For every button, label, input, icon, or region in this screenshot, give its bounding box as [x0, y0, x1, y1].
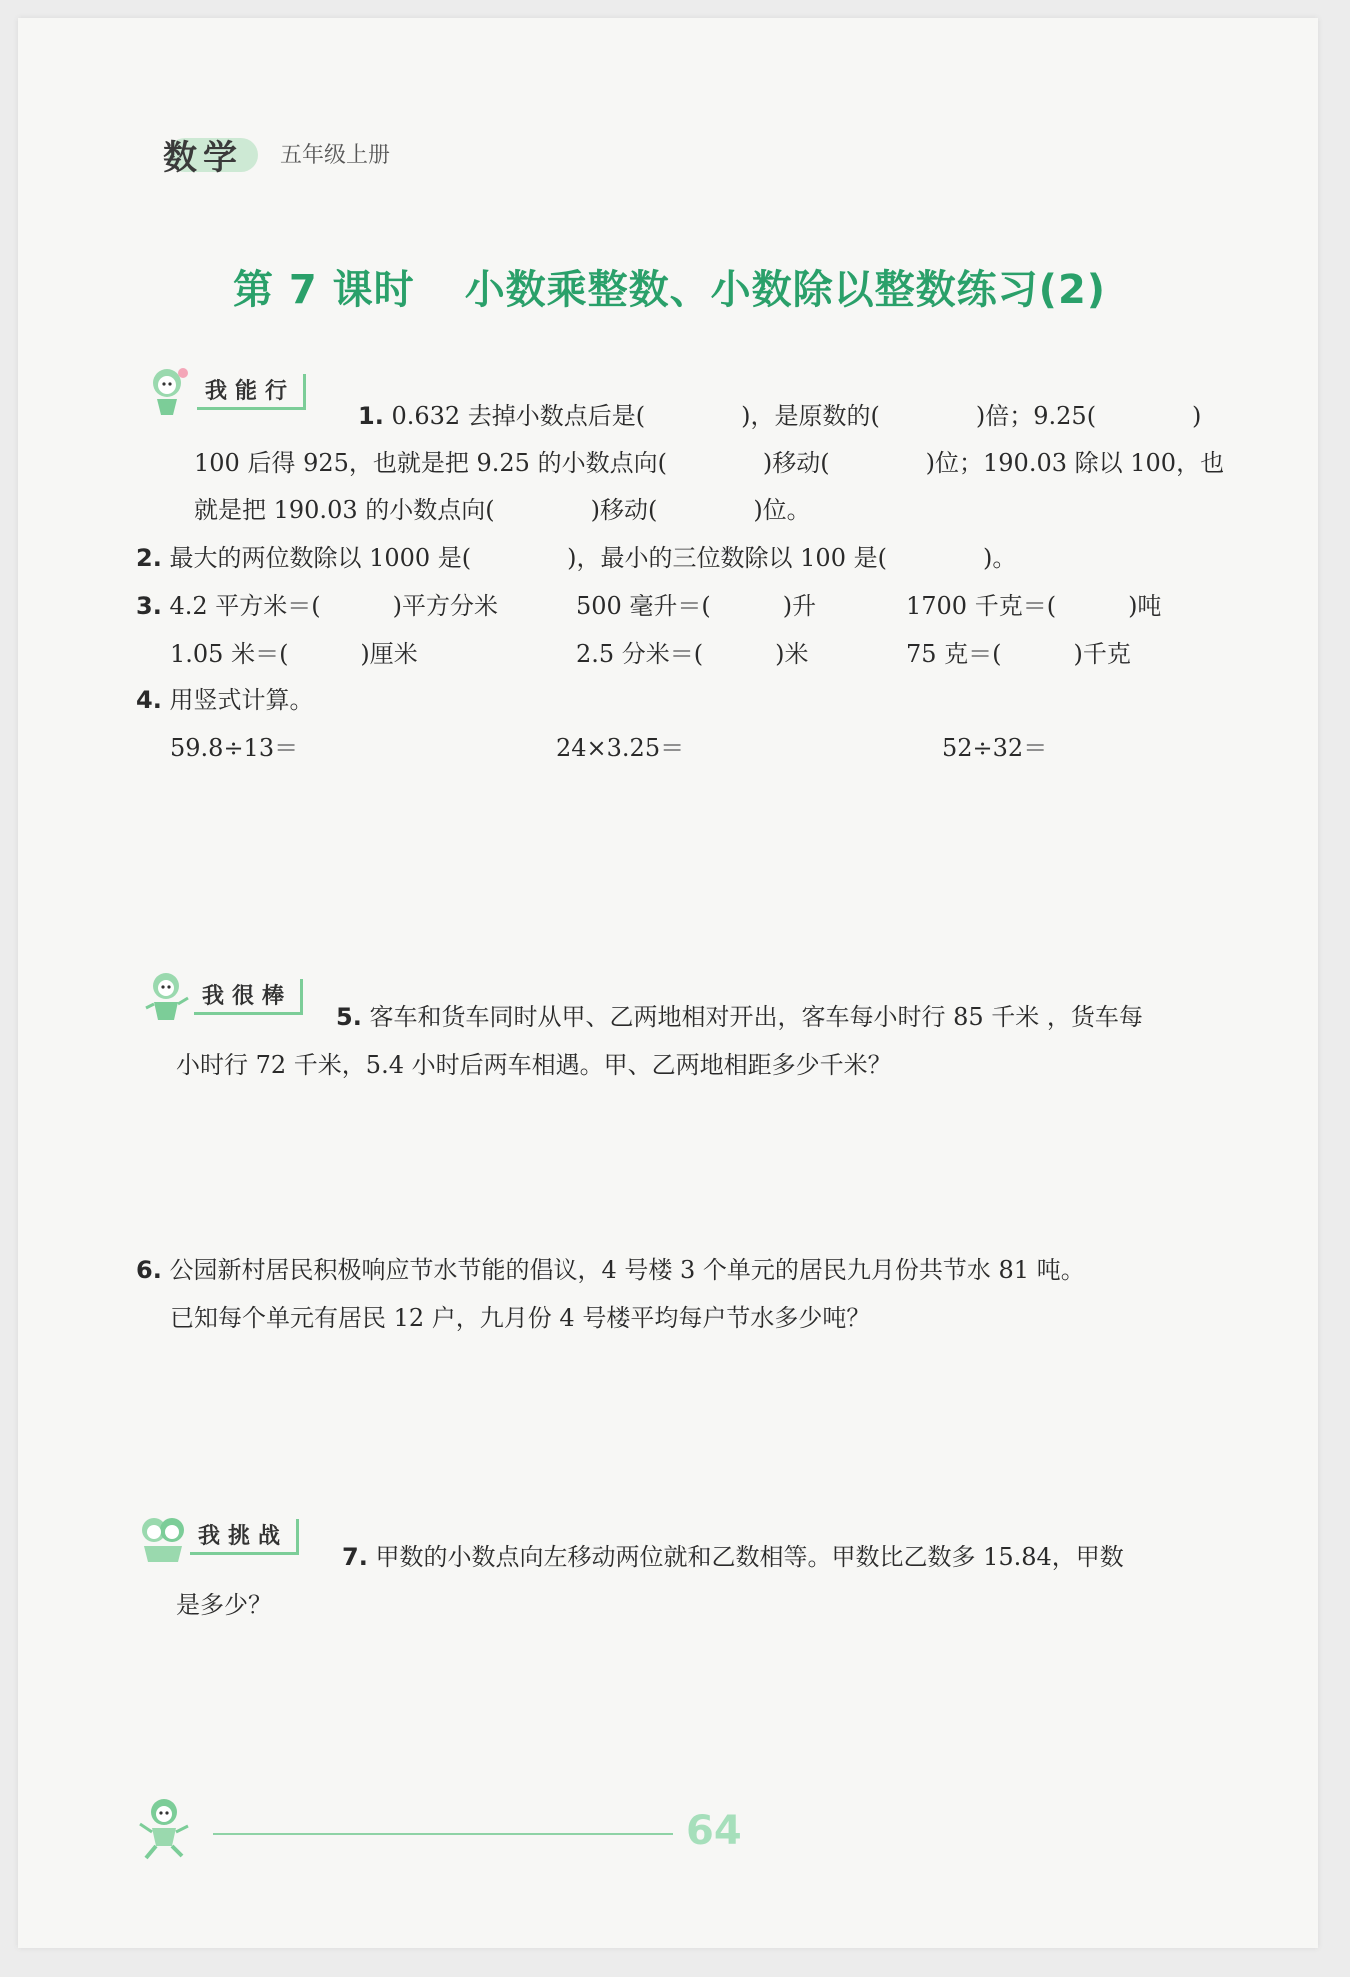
header-subject: 数学 — [163, 138, 243, 178]
question-number: 1. — [358, 402, 384, 430]
question-number: 4. — [136, 686, 162, 714]
header-grade: 五年级上册 — [280, 143, 391, 168]
mascot-girl-icon — [143, 363, 197, 421]
lesson-number: 第 7 课时 — [233, 267, 415, 313]
lesson-name: 小数乘整数、小数除以整数练习(2) — [464, 267, 1107, 313]
question-text: 公园新村居民积极响应节水节能的倡议，4 号楼 3 个单元的居民九月份共节水 81 吨。 — [169, 1256, 1085, 1284]
question-1-line-2: 100 后得 925，也就是把 9.25 的小数点向( )移动( )位；190.03 除以 100，也 — [194, 449, 1225, 477]
question-number: 2. — [136, 544, 162, 572]
calc-expression: 59.8÷13＝ — [170, 734, 299, 762]
question-text: 甲数的小数点向左移动两位就和乙数相等。甲数比乙数多 15.84，甲数 — [375, 1543, 1124, 1571]
page-number: 64 — [686, 1808, 742, 1854]
mascot-runner-icon — [130, 1794, 200, 1864]
section-badge-3 — [136, 1508, 299, 1566]
question-5-line-1 — [336, 1005, 1143, 1029]
question-4 — [136, 688, 313, 712]
question-7-line-1 — [342, 1545, 1124, 1569]
question-number: 6. — [136, 1256, 162, 1284]
section-badge-2 — [140, 968, 303, 1026]
conversion-item: 500 毫升＝( )升 — [576, 592, 817, 620]
mascot-pair-icon — [136, 1508, 190, 1566]
question-text: 0.632 去掉小数点后是( )，是原数的( )倍；9.25( ) — [391, 402, 1202, 430]
question-text: 用竖式计算。 — [169, 686, 314, 714]
question-6-line-2: 已知每个单元有居民 12 户，九月份 4 号楼平均每户节水多少吨？ — [170, 1304, 871, 1332]
question-1-line-1 — [358, 404, 1201, 428]
conversion-item: 75 克＝( )千克 — [906, 640, 1131, 668]
section-label: 我挑战 — [190, 1519, 299, 1555]
question-number: 7. — [342, 1543, 368, 1571]
section-badge-1 — [143, 363, 306, 421]
question-number: 5. — [336, 1003, 362, 1031]
question-5-line-2: 小时行 72 千米，5.4 小时后两车相遇。甲、乙两地相距多少千米？ — [176, 1051, 892, 1079]
conversion-item: 1.05 米＝( )厘米 — [170, 640, 418, 668]
section-label: 我很棒 — [194, 979, 303, 1015]
conversion-item: 2.5 分米＝( )米 — [576, 640, 809, 668]
question-2 — [136, 546, 1016, 570]
question-number: 3. — [136, 592, 162, 620]
question-text: 客车和货车同时从甲、乙两地相对开出，客车每小时行 85 千米 ，货车每 — [369, 1003, 1143, 1031]
calc-expression: 24×3.25＝ — [556, 734, 685, 762]
question-text: 最大的两位数除以 1000 是( )，最小的三位数除以 100 是( )。 — [169, 544, 1017, 572]
question-3-row-1 — [136, 594, 498, 618]
workbook-page — [18, 18, 1318, 1948]
question-6-line-1 — [136, 1258, 1085, 1282]
section-label: 我能行 — [197, 374, 306, 410]
mascot-boy-icon — [140, 968, 194, 1026]
footer-divider — [213, 1833, 673, 1835]
conversion-item: 4.2 平方米＝( )平方分米 — [169, 592, 498, 620]
calc-expression: 52÷32＝ — [942, 734, 1048, 762]
conversion-item: 1700 千克＝( )吨 — [906, 592, 1162, 620]
lesson-title — [233, 258, 1106, 315]
question-7-line-2: 是多少？ — [176, 1591, 272, 1619]
question-1-line-3: 就是把 190.03 的小数点向( )移动( )位。 — [194, 496, 811, 524]
